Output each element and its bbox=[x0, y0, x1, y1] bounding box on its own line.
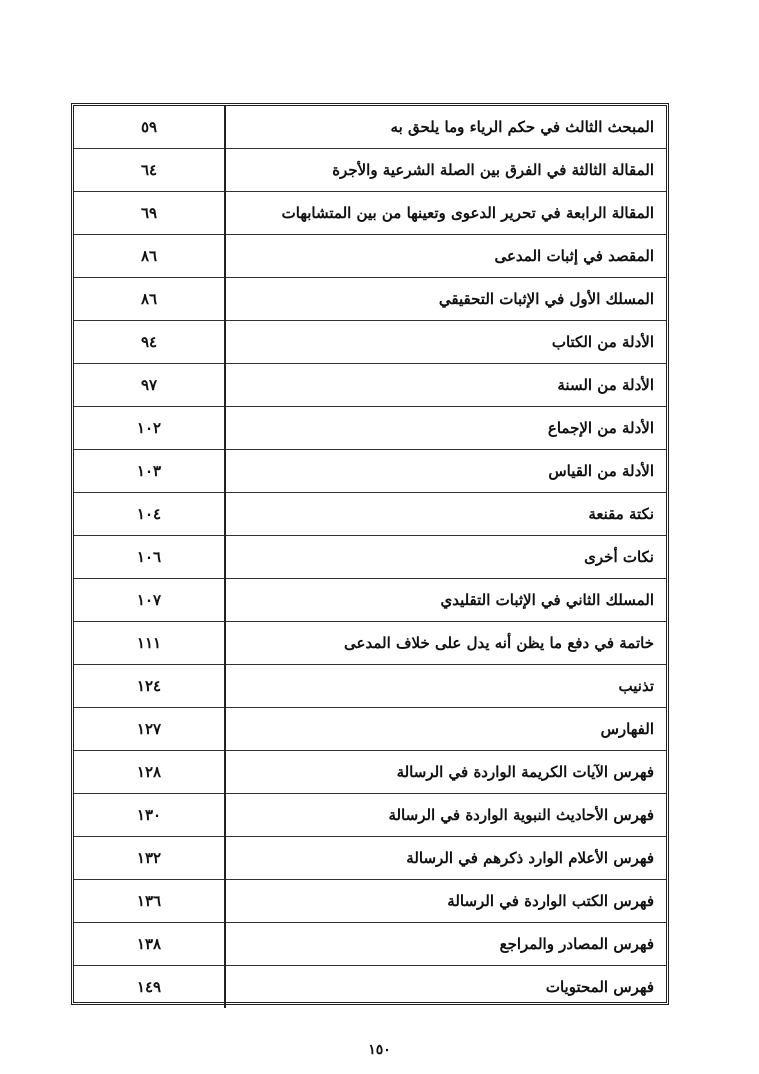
toc-row bbox=[74, 364, 666, 407]
toc-entry-title: الأدلة من الكتاب bbox=[225, 321, 666, 364]
toc-entry-title: الأدلة من السنة bbox=[225, 364, 666, 407]
toc-row bbox=[74, 278, 666, 321]
toc-entry-title: الفهارس bbox=[225, 708, 666, 751]
toc-entry-title: فهرس المحتويات bbox=[225, 966, 666, 1009]
toc-entry-page: ١٢٧ bbox=[74, 708, 225, 751]
toc-entry-page: ٥٩ bbox=[74, 106, 225, 149]
toc-entry-title: نكات أخرى bbox=[225, 536, 666, 579]
toc-row bbox=[74, 192, 666, 235]
toc-row bbox=[74, 622, 666, 665]
toc-entry-title: تذنيب bbox=[225, 665, 666, 708]
toc-entry-page: ١٣٦ bbox=[74, 880, 225, 923]
toc-entry-page: ١٠٦ bbox=[74, 536, 225, 579]
toc-row bbox=[74, 665, 666, 708]
toc-row bbox=[74, 450, 666, 493]
toc-entry-page: ١٣٠ bbox=[74, 794, 225, 837]
page-number: ١٥٠ bbox=[368, 1042, 391, 1058]
toc-entry-title: المقالة الثالثة في الفرق بين الصلة الشرعية والأجرة bbox=[225, 149, 666, 192]
toc-entry-page: ١٢٤ bbox=[74, 665, 225, 708]
toc-entry-page: ٩٧ bbox=[74, 364, 225, 407]
toc-row bbox=[74, 536, 666, 579]
toc-entry-page: ١٣٨ bbox=[74, 923, 225, 966]
toc-entry-page: ٩٤ bbox=[74, 321, 225, 364]
toc-entry-title: خاتمة في دفع ما يظن أنه يدل على خلاف المدعى bbox=[225, 622, 666, 665]
toc-entry-page: ٨٦ bbox=[74, 235, 225, 278]
toc-row bbox=[74, 235, 666, 278]
toc-entry-page: ١٣٢ bbox=[74, 837, 225, 880]
toc-entry-page: ١٢٨ bbox=[74, 751, 225, 794]
toc-entry-title: الأدلة من الإجماع bbox=[225, 407, 666, 450]
toc-row bbox=[74, 966, 666, 1009]
toc-entry-page: ٦٩ bbox=[74, 192, 225, 235]
toc-row bbox=[74, 880, 666, 923]
toc-row bbox=[74, 493, 666, 536]
toc-table bbox=[74, 106, 666, 1008]
toc-entry-page: ٨٦ bbox=[74, 278, 225, 321]
toc-entry-page: ١٠٧ bbox=[74, 579, 225, 622]
toc-entry-page: ١٠٣ bbox=[74, 450, 225, 493]
toc-row bbox=[74, 708, 666, 751]
toc-row bbox=[74, 149, 666, 192]
toc-entry-page: ١٤٩ bbox=[136, 978, 162, 996]
toc-entry-title: فهرس الأعلام الوارد ذكرهم في الرسالة bbox=[225, 837, 666, 880]
toc-entry-title: فهرس الكتب الواردة في الرسالة bbox=[225, 880, 666, 923]
toc-row bbox=[74, 407, 666, 450]
toc-entry-title: نكتة مقنعة bbox=[225, 493, 666, 536]
toc-row bbox=[74, 106, 666, 149]
toc-entry-page: ١٠٤ bbox=[74, 493, 225, 536]
toc-entry-title: الأدلة من القياس bbox=[225, 450, 666, 493]
toc-entry-title: المقصد في إثبات المدعى bbox=[225, 235, 666, 278]
toc-entry-title: المبحث الثالث في حكم الرياء وما يلحق به bbox=[225, 106, 666, 149]
toc-row bbox=[74, 579, 666, 622]
toc-entry-title: المسلك الأول في الإثبات التحقيقي bbox=[225, 278, 666, 321]
toc-row bbox=[74, 751, 666, 794]
toc-body bbox=[74, 106, 666, 1008]
toc-entry-title: فهرس الأحاديث النبوية الواردة في الرسالة bbox=[225, 794, 666, 837]
toc-entry-title: المقالة الرابعة في تحرير الدعوى وتعينها من بين المتشابهات bbox=[225, 192, 666, 235]
toc-entry-title: المسلك الثاني في الإثبات التقليدي bbox=[225, 579, 666, 622]
toc-frame bbox=[71, 103, 669, 1005]
toc-entry-title: فهرس المصادر والمراجع bbox=[225, 923, 666, 966]
toc-entry-page: ١٠٢ bbox=[74, 407, 225, 450]
toc-row bbox=[74, 923, 666, 966]
toc-row bbox=[74, 321, 666, 364]
toc-entry-page: ٦٤ bbox=[74, 149, 225, 192]
toc-row bbox=[74, 794, 666, 837]
toc-entry-page: ١١١ bbox=[74, 622, 225, 665]
toc-entry-title: فهرس الآيات الكريمة الواردة في الرسالة bbox=[225, 751, 666, 794]
toc-row bbox=[74, 837, 666, 880]
